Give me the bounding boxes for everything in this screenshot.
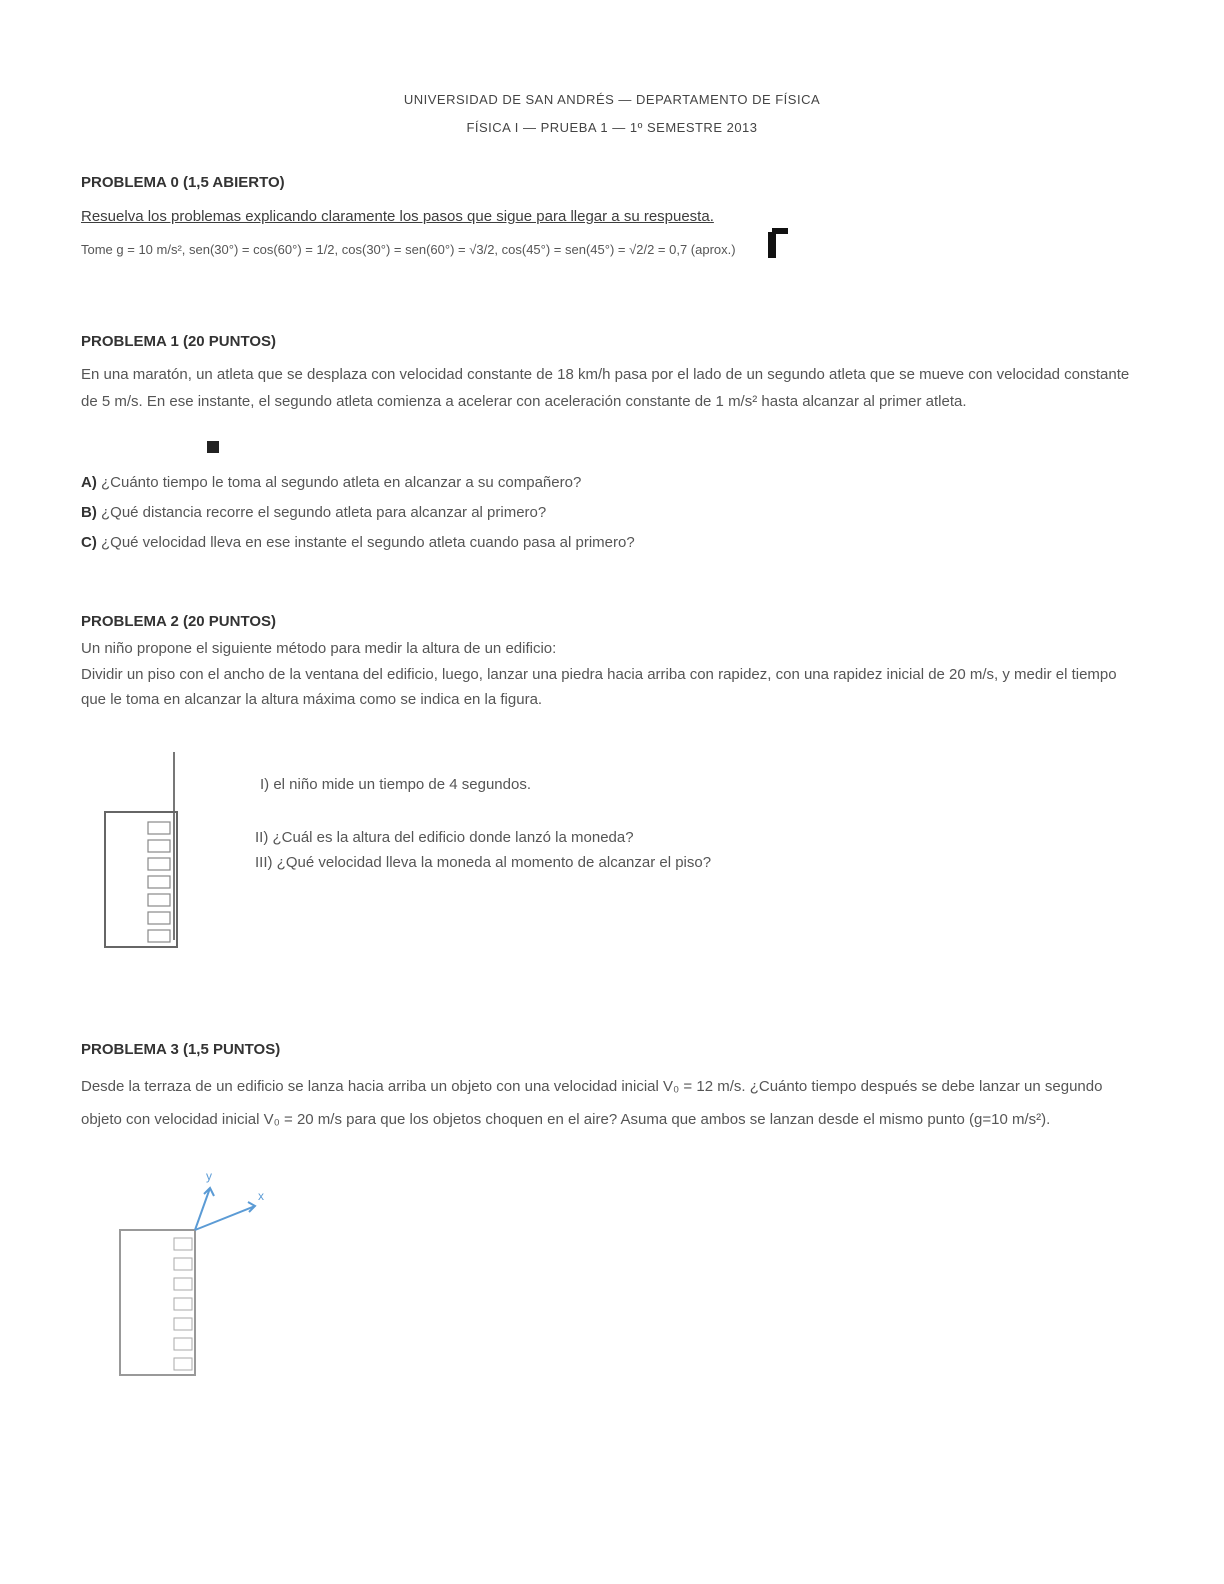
building-figure-2 [110,1170,280,1385]
question-c-text: ¿Qué velocidad lleva en ese instante el segundo atleta cuando pasa al primero? [101,534,635,551]
problem-1-question-b [81,504,546,521]
problem-2-title: PROBLEMA 2 (20 PUNTOS) [81,613,277,630]
problem-3-text: Desde la terraza de un edificio se lanza hacia arriba un objeto con una velocidad inicial V₀ = 12 m/s. ¿Cuánto tiempo después se debe lanzar un segundo objeto con velocidad inicial V₀ = 20 m/s para que los objetos choquen en el aire? Asuma que ambos se lanzan desde el mismo punto (g=10 m/s²). [81,1078,1103,1128]
document-header-line1: UNIVERSIDAD DE SAN ANDRÉS — DEPARTAMENTO DE FÍSICA [403,92,821,107]
problem-0-title: PROBLEMA 0 (1,5 ABIERTO) [81,174,285,191]
problem-1-text: En una maratón, un atleta que se desplaza con velocidad constante de 18 km/h pasa por el lado de un segundo atleta que se mueve con velocidad constante de 5 m/s. En ese instante, el segundo atleta comienza a acelerar con aceleración constante de 1 m/s² hasta alcanzar al primer atleta. [81,366,1130,410]
axis-y-label: y [206,1169,212,1183]
problem-2-item-3: III) ¿Qué velocidad lleva la moneda al momento de alcanzar el piso? [255,854,712,871]
problem-0-instruction: Resuelva los problemas explicando claramente los pasos que sigue para llegar a su respuesta. [81,208,714,225]
problem-0-note: Tome g = 10 m/s², sen(30°) = cos(60°) = 1/2, cos(30°) = sen(60°) = √3/2, cos(45°) = sen(45°) = √2/2 = 0,7 (aprox.) [81,242,736,257]
axis-x-label: x [258,1189,264,1203]
question-a-text: ¿Cuánto tiempo le toma al segundo atleta en alcanzar a su compañero? [101,474,582,491]
problem-1-title: PROBLEMA 1 (20 PUNTOS) [81,333,277,350]
question-b-label: B) [81,504,97,521]
problem-1-question-a [81,474,581,491]
ink-mark-small [207,441,219,453]
question-a-label: A) [81,474,97,491]
problem-3-title: PROBLEMA 3 (1,5 PUNTOS) [81,1041,281,1058]
problem-2-item-2: II) ¿Cuál es la altura del edificio donde lanzó la moneda? [255,829,634,846]
document-header-line2: FÍSICA I — PRUEBA 1 — 1º SEMESTRE 2013 [466,120,758,135]
ink-mark [768,232,776,258]
problem-2-item-1: I) el niño mide un tiempo de 4 segundos. [260,776,532,793]
ink-mark-top [772,228,788,234]
question-b-text: ¿Qué distancia recorre el segundo atleta para alcanzar al primero? [101,504,547,521]
problem-2-line1: Un niño propone el siguiente método para medir la altura de un edificio: [81,640,557,657]
building-figure-1 [100,750,190,955]
problem-2-line2: Dividir un piso con el ancho de la ventana del edificio, luego, lanzar una piedra hacia arriba con rapidez, con una rapidez inicial de 20 m/s, y medir el tiempo que le toma en alcanzar la altura máxima como se indica en la figura. [81,666,1117,708]
problem-1-question-c [81,534,635,551]
question-c-label: C) [81,534,97,551]
